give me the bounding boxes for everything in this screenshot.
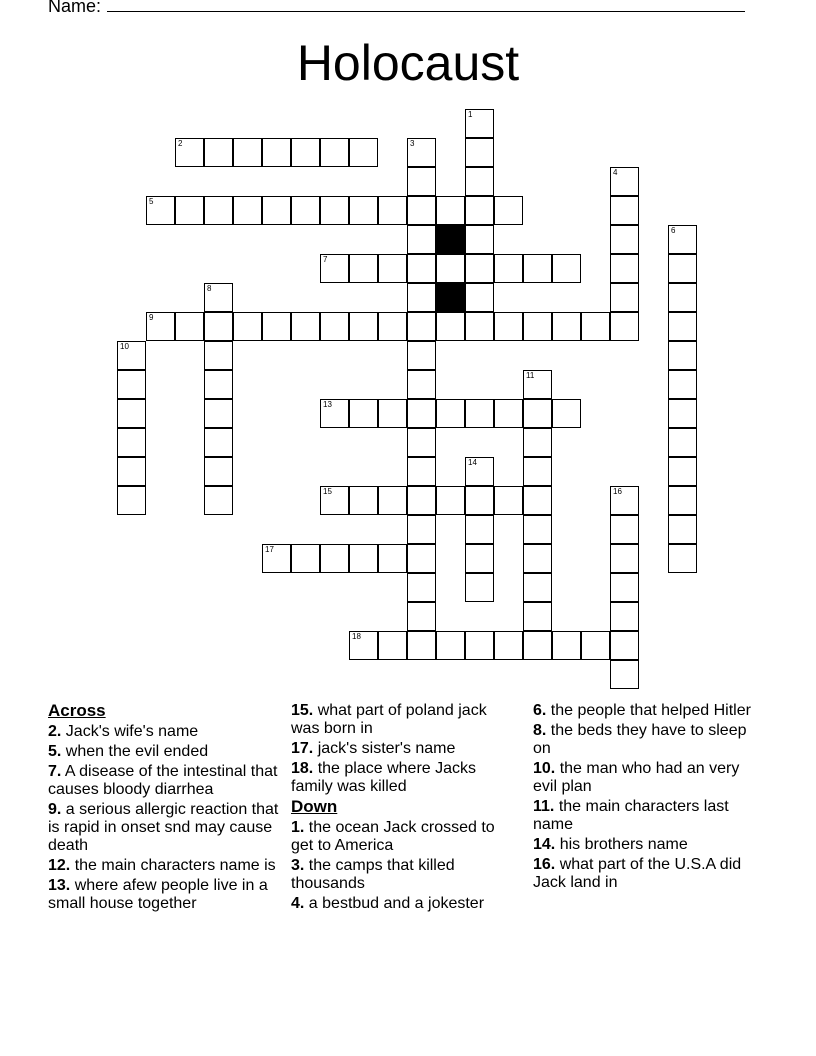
clue-number-label: 11 (526, 371, 535, 380)
grid-cell[interactable] (610, 167, 639, 196)
grid-cell[interactable] (552, 254, 581, 283)
grid-cell[interactable] (465, 109, 494, 138)
grid-cell[interactable] (465, 573, 494, 602)
grid-cell[interactable] (436, 486, 465, 515)
grid-cell[interactable] (204, 196, 233, 225)
grid-cell[interactable] (204, 370, 233, 399)
clues-column-3 (533, 702, 765, 894)
grid-cell[interactable] (262, 196, 291, 225)
grid-cell[interactable] (581, 631, 610, 660)
clue-number-label: 3 (410, 139, 415, 148)
grid-cell[interactable] (291, 544, 320, 573)
grid-cell[interactable] (262, 544, 291, 573)
grid-cell[interactable] (378, 196, 407, 225)
grid-cell[interactable] (204, 341, 233, 370)
grid-cell[interactable] (349, 486, 378, 515)
grid-cell[interactable] (291, 312, 320, 341)
clue-across-2: 2. Jack's wife's name (48, 723, 199, 740)
grid-cell[interactable] (436, 196, 465, 225)
clue-across-15: 15. what part of poland jack was born in (291, 702, 487, 737)
grid-cell[interactable] (407, 515, 436, 544)
grid-cell[interactable] (175, 138, 204, 167)
grid-cell[interactable] (117, 486, 146, 515)
black-cell (436, 225, 465, 254)
clue-down-3: 3. the camps that killed thousands (291, 857, 455, 892)
grid-cell[interactable] (668, 370, 697, 399)
clue-down-16: 16. what part of the U.S.A did Jack land in (533, 856, 742, 891)
grid-cell[interactable] (610, 312, 639, 341)
grid-cell[interactable] (668, 225, 697, 254)
grid-cell[interactable] (494, 254, 523, 283)
grid-cell[interactable] (523, 515, 552, 544)
grid-cell[interactable] (668, 457, 697, 486)
grid-cell[interactable] (320, 254, 349, 283)
grid-cell[interactable] (494, 631, 523, 660)
grid-cell[interactable] (204, 138, 233, 167)
grid-cell[interactable] (204, 428, 233, 457)
clue-down-1: 1. the ocean Jack crossed to get to America (291, 819, 495, 854)
grid-cell[interactable] (494, 486, 523, 515)
grid-cell[interactable] (610, 196, 639, 225)
grid-cell[interactable] (407, 167, 436, 196)
clue-down-8: 8. the beds they have to sleep on (533, 722, 747, 757)
grid-cell[interactable] (291, 196, 320, 225)
grid-cell[interactable] (610, 486, 639, 515)
page-title: Holocaust (296, 35, 520, 91)
clue-down-10: 10. the man who had an very evil plan (533, 760, 740, 795)
grid-cell[interactable] (407, 428, 436, 457)
clue-number-label: 2 (178, 139, 183, 148)
grid-cell[interactable] (436, 631, 465, 660)
grid-cell[interactable] (204, 399, 233, 428)
grid-cell[interactable] (204, 486, 233, 515)
grid-cell[interactable] (523, 428, 552, 457)
grid-cell[interactable] (465, 457, 494, 486)
grid-cell[interactable] (552, 399, 581, 428)
grid-cell[interactable] (610, 660, 639, 689)
clue-number-label: 6 (671, 226, 676, 235)
grid-cell[interactable] (668, 341, 697, 370)
grid-cell[interactable] (117, 399, 146, 428)
clue-down-11: 11. the main characters last name (533, 798, 729, 833)
grid-cell[interactable] (668, 399, 697, 428)
clue-number-label: 9 (149, 313, 154, 322)
clue-across-17: 17. jack's sister's name (291, 740, 456, 757)
grid-cell[interactable] (320, 399, 349, 428)
grid-cell[interactable] (117, 341, 146, 370)
grid-cell[interactable] (610, 573, 639, 602)
grid-cell[interactable] (407, 225, 436, 254)
grid-cell[interactable] (465, 225, 494, 254)
grid-cell[interactable] (465, 486, 494, 515)
grid-cell[interactable] (523, 399, 552, 428)
grid-cell[interactable] (407, 370, 436, 399)
clue-number-label: 18 (352, 632, 361, 641)
grid-cell[interactable] (465, 544, 494, 573)
down-heading: Down (291, 797, 338, 816)
grid-cell[interactable] (523, 254, 552, 283)
grid-cell[interactable] (262, 138, 291, 167)
grid-cell[interactable] (407, 283, 436, 312)
clue-number-label: 17 (265, 545, 274, 554)
grid-cell[interactable] (436, 312, 465, 341)
grid-cell[interactable] (465, 196, 494, 225)
grid-cell[interactable] (407, 486, 436, 515)
grid-cell[interactable] (610, 602, 639, 631)
grid-cell[interactable] (320, 196, 349, 225)
grid-cell[interactable] (494, 312, 523, 341)
clue-across-18: 18. the place where Jacks family was killed (291, 760, 477, 795)
grid-cell[interactable] (320, 544, 349, 573)
grid-cell[interactable] (523, 602, 552, 631)
name-label: Name: (48, 0, 102, 16)
grid-cell[interactable] (610, 283, 639, 312)
clue-number-label: 7 (323, 255, 328, 264)
grid-cell[interactable] (378, 312, 407, 341)
grid-cell[interactable] (378, 631, 407, 660)
grid-cell[interactable] (436, 399, 465, 428)
grid-cell[interactable] (610, 225, 639, 254)
clue-number-label: 15 (323, 487, 332, 496)
clue-number-label: 10 (120, 342, 129, 351)
grid-cell[interactable] (233, 312, 262, 341)
grid-cell[interactable] (465, 515, 494, 544)
grid-cell[interactable] (233, 196, 262, 225)
grid-cell[interactable] (668, 428, 697, 457)
grid-cell[interactable] (204, 457, 233, 486)
grid-cell[interactable] (378, 486, 407, 515)
grid-cell[interactable] (349, 138, 378, 167)
grid-cell[interactable] (146, 312, 175, 341)
grid-cell[interactable] (349, 544, 378, 573)
grid-cell[interactable] (320, 138, 349, 167)
grid-cell[interactable] (494, 196, 523, 225)
grid-cell[interactable] (349, 254, 378, 283)
grid-cell[interactable] (175, 196, 204, 225)
clues-column-1 (48, 702, 284, 915)
grid-cell[interactable] (581, 312, 610, 341)
grid-cell[interactable] (175, 312, 204, 341)
clue-across-9: 9. a serious allergic reaction that is rapid in onset snd may cause death (48, 801, 279, 854)
grid-cell[interactable] (465, 283, 494, 312)
clue-number-label: 16 (613, 487, 622, 496)
black-cell (436, 283, 465, 312)
grid-cell[interactable] (523, 486, 552, 515)
clue-across-13: 13. where afew people live in a small house together (48, 877, 268, 912)
grid-cell[interactable] (407, 312, 436, 341)
grid-cell[interactable] (320, 486, 349, 515)
grid-cell[interactable] (494, 399, 523, 428)
grid-cell[interactable] (465, 399, 494, 428)
grid-cell[interactable] (465, 631, 494, 660)
grid-cell[interactable] (349, 399, 378, 428)
grid-cell[interactable] (349, 312, 378, 341)
grid-cell[interactable] (117, 457, 146, 486)
grid-cell[interactable] (407, 457, 436, 486)
grid-cell[interactable] (407, 399, 436, 428)
clues-column-2 (291, 702, 513, 915)
clue-across-12: 12. the main characters name is (48, 857, 276, 874)
grid-cell[interactable] (117, 370, 146, 399)
grid-cell[interactable] (465, 312, 494, 341)
grid-cell[interactable] (668, 312, 697, 341)
grid-cell[interactable] (204, 283, 233, 312)
grid-cell[interactable] (320, 312, 349, 341)
grid-cell[interactable] (262, 312, 291, 341)
grid-cell[interactable] (233, 138, 262, 167)
grid-cell[interactable] (610, 631, 639, 660)
grid-cell[interactable] (465, 138, 494, 167)
grid-cell[interactable] (668, 544, 697, 573)
grid-cell[interactable] (523, 544, 552, 573)
clue-number-label: 5 (149, 197, 154, 206)
grid-cell[interactable] (668, 283, 697, 312)
grid-cell[interactable] (552, 312, 581, 341)
clue-number-label: 4 (613, 168, 618, 177)
grid-cell[interactable] (668, 254, 697, 283)
across-heading: Across (48, 701, 106, 720)
clue-number-label: 14 (468, 458, 477, 467)
grid-cell[interactable] (407, 196, 436, 225)
clue-down-6: 6. the people that helped Hitler (533, 702, 751, 719)
clue-number-label: 8 (207, 284, 212, 293)
grid-cell[interactable] (523, 312, 552, 341)
grid-cell[interactable] (407, 602, 436, 631)
grid-cell[interactable] (610, 254, 639, 283)
grid-cell[interactable] (378, 399, 407, 428)
grid-cell[interactable] (378, 544, 407, 573)
grid-cell[interactable] (146, 196, 175, 225)
clue-number-label: 1 (468, 110, 473, 119)
grid-cell[interactable] (465, 254, 494, 283)
grid-cell[interactable] (407, 138, 436, 167)
clue-down-4: 4. a bestbud and a jokester (291, 895, 485, 912)
grid-cell[interactable] (407, 254, 436, 283)
grid-cell[interactable] (523, 631, 552, 660)
grid-cell[interactable] (668, 515, 697, 544)
grid-cell[interactable] (407, 631, 436, 660)
clue-across-5: 5. when the evil ended (48, 743, 209, 760)
grid-cell[interactable] (407, 544, 436, 573)
grid-cell[interactable] (523, 457, 552, 486)
clue-across-7: 7. A disease of the intestinal that causes bloody diarrhea (48, 763, 278, 798)
grid-cell[interactable] (407, 341, 436, 370)
grid-cell[interactable] (465, 167, 494, 196)
grid-cell[interactable] (117, 428, 146, 457)
grid-cell[interactable] (349, 196, 378, 225)
clue-number-label: 13 (323, 400, 332, 409)
grid-cell[interactable] (610, 544, 639, 573)
grid-cell[interactable] (378, 254, 407, 283)
grid-cell[interactable] (407, 573, 436, 602)
grid-cell[interactable] (204, 312, 233, 341)
grid-cell[interactable] (610, 515, 639, 544)
grid-cell[interactable] (668, 486, 697, 515)
grid-cell[interactable] (291, 138, 320, 167)
grid-cell[interactable] (349, 631, 378, 660)
grid-cell[interactable] (523, 370, 552, 399)
grid-cell[interactable] (552, 631, 581, 660)
grid-cell[interactable] (436, 254, 465, 283)
clue-down-14: 14. his brothers name (533, 836, 688, 853)
grid-cell[interactable] (523, 573, 552, 602)
